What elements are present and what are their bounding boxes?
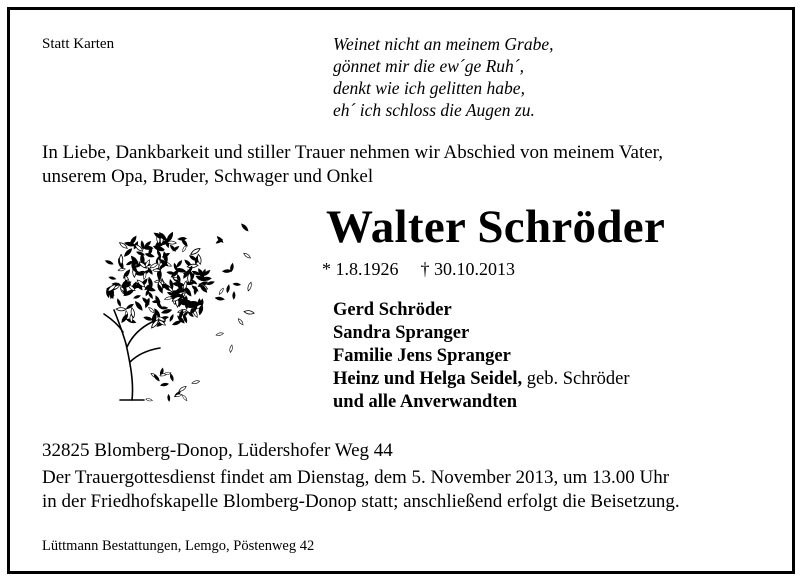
intro-text	[42, 141, 663, 188]
intro-line: unserem Opa, Bruder, Schwager und Onkel	[42, 165, 374, 187]
mourner-entry: Familie Jens Spranger	[333, 346, 511, 366]
death-date: † 30.10.2013	[420, 259, 515, 279]
mourner-entry: und alle Anverwandten	[333, 392, 518, 412]
poem-line: Weinet nicht an meinem Grabe,	[333, 34, 554, 54]
intro-line: In Liebe, Dankbarkeit und stiller Trauer nehmen wir Abschied von meinem Vater,	[42, 142, 663, 163]
mourners-list	[333, 299, 630, 414]
mourner-entry: Heinz und Helga Seidel, geb. Schröder	[333, 369, 630, 389]
poem-line: denkt wie ich gelitten habe,	[333, 78, 525, 98]
mourner-entry: Gerd Schröder	[333, 300, 452, 320]
service-line: Der Trauergottesdienst findet am Dienstag, dem 5. November 2013, um 13.00 Uhr	[42, 467, 670, 488]
header-note: Statt Karten	[42, 36, 115, 52]
service-info	[42, 466, 680, 514]
windblown-tree-icon	[96, 212, 256, 407]
address: 32825 Blomberg-Donop, Lüdershofer Weg 44	[42, 440, 393, 461]
poem-line: eh´ ich schloss die Augen zu.	[333, 100, 535, 120]
birth-date: * 1.8.1926	[322, 259, 399, 279]
poem	[333, 33, 554, 121]
funeral-home: Lüttmann Bestattungen, Lemgo, Pöstenweg 42	[42, 538, 315, 554]
mourner-entry: Sandra Spranger	[333, 323, 470, 343]
service-line: in der Friedhofskapelle Blomberg-Donop statt; anschließend erfolgt die Beisetzung.	[42, 491, 680, 512]
deceased-name: Walter Schröder	[326, 201, 666, 253]
life-dates	[322, 259, 515, 280]
poem-line: gönnet mir die ew´ge Ruh´,	[333, 56, 524, 76]
